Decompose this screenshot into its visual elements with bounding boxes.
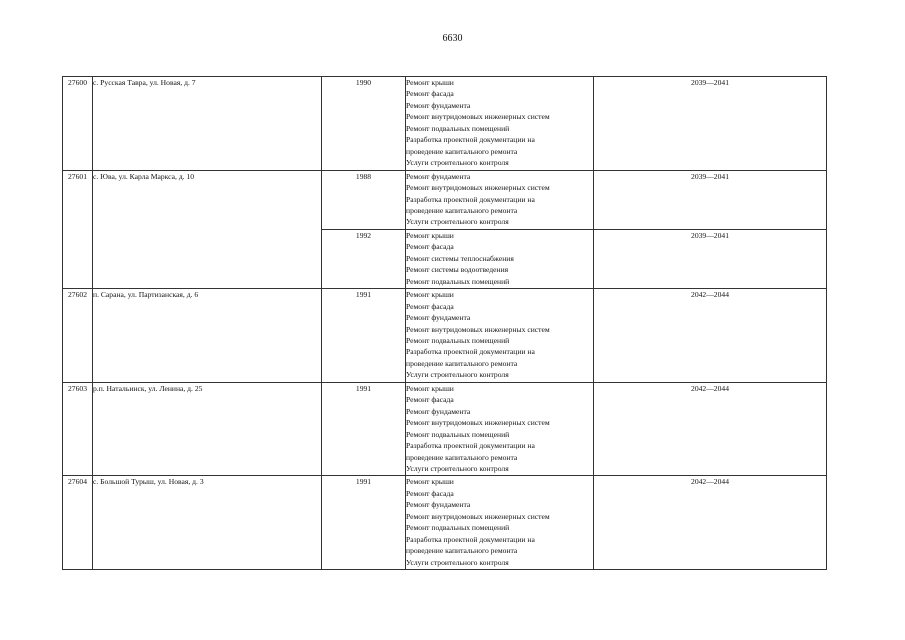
planned-period: 2039—2041	[594, 170, 827, 229]
work-list	[406, 289, 594, 383]
table-row	[63, 476, 827, 570]
work-item: проведение капитального ремонта	[406, 146, 518, 156]
planned-period: 2039—2041	[594, 229, 827, 288]
commission-year: 1991	[322, 476, 406, 570]
work-item: Ремонт фасада	[406, 488, 454, 498]
work-item: Ремонт фундамента	[406, 313, 471, 323]
work-item: Услуги строительного контроля	[406, 158, 509, 168]
work-item: Разработка проектной документации на	[406, 135, 535, 145]
house-id: 27601	[63, 170, 93, 289]
house-id: 27602	[63, 289, 93, 383]
work-list	[406, 77, 594, 171]
table-row	[63, 289, 827, 383]
work-item: Ремонт фундамента	[406, 171, 471, 181]
table-row	[63, 382, 827, 476]
page-number: 6630	[442, 33, 463, 44]
work-item: проведение капитального ремонта	[406, 546, 518, 556]
work-item: Услуги строительного контроля	[406, 557, 509, 567]
work-item: Ремонт подвальных помещений	[406, 429, 510, 439]
work-item: Ремонт крыши	[406, 477, 454, 487]
work-item: Ремонт подвальных помещений	[406, 523, 510, 533]
work-item: Разработка проектной документации на	[406, 534, 535, 544]
house-address: р.п. Натальинск, ул. Ленина, д. 25	[93, 382, 322, 476]
work-item: Разработка проектной документации на	[406, 194, 535, 204]
commission-year: 1990	[322, 77, 406, 171]
house-address: с. Большой Турыш, ул. Новая, д. 3	[93, 476, 322, 570]
work-item: Ремонт фундамента	[406, 100, 471, 110]
work-item: Услуги строительного контроля	[406, 463, 509, 473]
work-item: Разработка проектной документации на	[406, 441, 535, 451]
work-item: Ремонт крыши	[406, 383, 454, 393]
work-item: Ремонт фасада	[406, 395, 454, 405]
work-list	[406, 476, 594, 570]
work-list	[406, 382, 594, 476]
work-item: Ремонт внутридомовых инженерных систем	[406, 183, 550, 193]
registry-body	[63, 77, 827, 570]
work-item: Ремонт внутридомовых инженерных систем	[406, 324, 550, 334]
table-row	[63, 77, 827, 171]
table-row	[63, 170, 827, 229]
planned-period: 2042—2044	[594, 382, 827, 476]
work-item: Ремонт подвальных помещений	[406, 276, 510, 286]
work-item: Ремонт внутридомовых инженерных систем	[406, 511, 550, 521]
commission-year: 1992	[322, 229, 406, 288]
work-item: проведение капитального ремонта	[406, 358, 518, 368]
work-item: Ремонт подвальных помещений	[406, 335, 510, 345]
work-item: Ремонт крыши	[406, 230, 454, 240]
commission-year: 1991	[322, 289, 406, 383]
work-item: Ремонт фасада	[406, 242, 454, 252]
planned-period: 2042—2044	[594, 289, 827, 383]
commission-year: 1991	[322, 382, 406, 476]
work-item: Ремонт крыши	[406, 78, 454, 87]
work-item: Ремонт фасада	[406, 301, 454, 311]
work-list	[406, 170, 594, 229]
work-item: Ремонт фасада	[406, 89, 454, 99]
house-id: 27600	[63, 77, 93, 171]
house-id: 27604	[63, 476, 93, 570]
work-list	[406, 229, 594, 288]
house-address: с. Юва, ул. Карла Маркса, д. 10	[93, 170, 322, 289]
work-item: Ремонт крыши	[406, 290, 454, 300]
work-item: Ремонт системы теплоснабжения	[406, 253, 514, 263]
work-item: Разработка проектной документации на	[406, 347, 535, 357]
registry-table	[62, 76, 827, 570]
work-item: Ремонт внутридомовых инженерных систем	[406, 418, 550, 428]
work-item: Ремонт внутридомовых инженерных систем	[406, 112, 550, 122]
work-item: проведение капитального ремонта	[406, 205, 518, 215]
planned-period: 2042—2044	[594, 476, 827, 570]
house-id: 27603	[63, 382, 93, 476]
work-item: Ремонт фундамента	[406, 500, 471, 510]
commission-year: 1988	[322, 170, 406, 229]
planned-period: 2039—2041	[594, 77, 827, 171]
work-item: Услуги строительного контроля	[406, 370, 509, 380]
work-item: Ремонт фундамента	[406, 406, 471, 416]
work-item: проведение капитального ремонта	[406, 452, 518, 462]
house-address: с. Русская Тавра, ул. Новая, д. 7	[93, 77, 322, 171]
work-item: Ремонт подвальных помещений	[406, 123, 510, 133]
work-item: Услуги строительного контроля	[406, 217, 509, 227]
house-address: п. Сарана, ул. Партизанская, д. 6	[93, 289, 322, 383]
work-item: Ремонт системы водоотведения	[406, 265, 509, 275]
